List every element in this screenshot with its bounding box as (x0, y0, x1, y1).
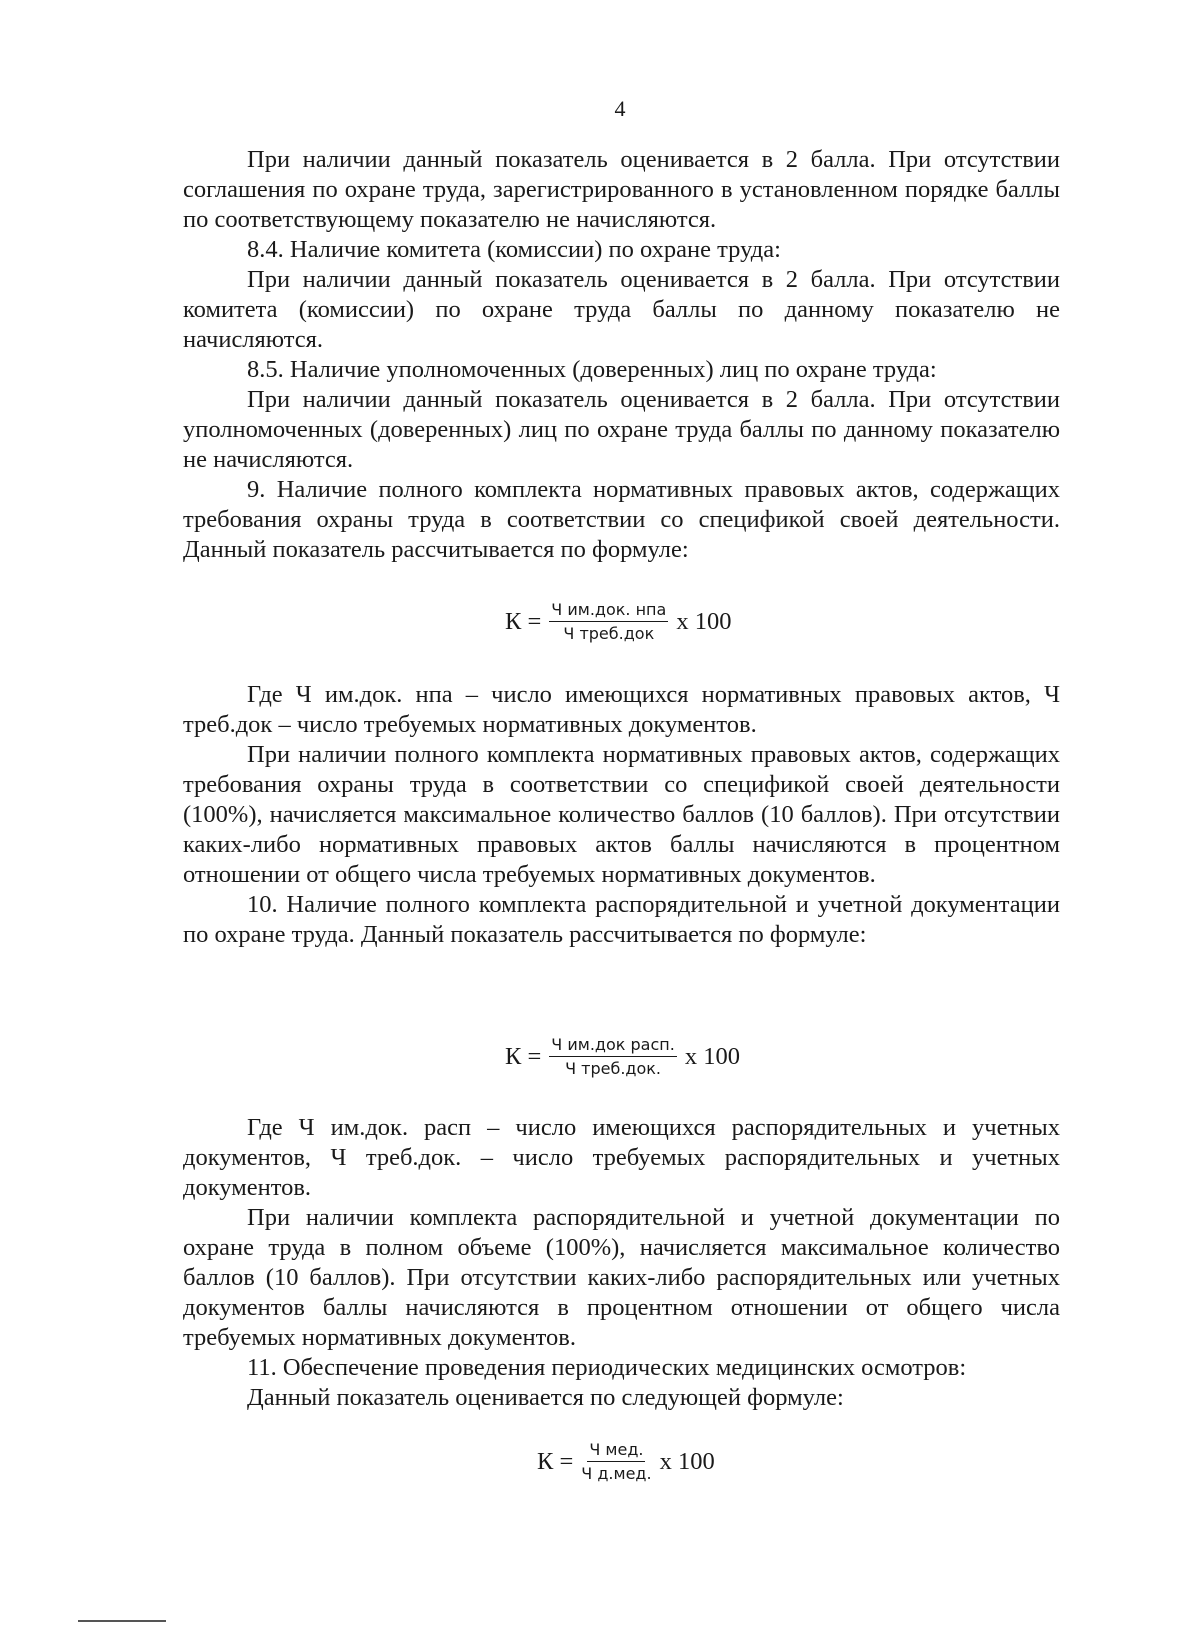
text-block-3 (183, 1113, 1060, 1413)
paragraph: Где Ч им.док. нпа – число имеющихся нормативных правовых актов, Ч треб.док – число требуемых нормативных документов. (183, 681, 1060, 738)
formula-denominator: Ч д.мед. (581, 1464, 652, 1483)
formula-multiplier: х 100 (684, 1043, 740, 1070)
paragraph: При наличии данный показатель оценивается в 2 балла. При отсутствии комитета (комиссии) по охране труда баллы по данному показателю не начисляются. (183, 266, 1060, 353)
formula-fraction (549, 600, 668, 644)
formula-1 (505, 600, 731, 644)
section-heading-9: 9. Наличие полного комплекта нормативных правовых актов, содержащих требования охраны труда в соответствии со спецификой своей деятельности. Данный показатель рассчитывается по формуле: (183, 476, 1060, 563)
formula-denominator: Ч треб.док. (565, 1059, 662, 1078)
formula-2 (505, 1035, 740, 1079)
formula-lhs: К = (537, 1448, 574, 1475)
formula-fraction (581, 1440, 651, 1484)
paragraph: При наличии данный показатель оценивается в 2 балла. При отсутствии уполномоченных (доверенных) лиц по охране труда баллы по данному показателю не начисляются. (183, 386, 1060, 473)
formula-numerator: Ч им.док. нпа (549, 600, 668, 622)
section-heading-8-5: 8.5. Наличие уполномоченных (доверенных) лиц по охране труда: (247, 356, 937, 383)
formula-multiplier: х 100 (676, 608, 732, 635)
section-heading-8-4: 8.4. Наличие комитета (комиссии) по охране труда: (247, 236, 781, 263)
paragraph: Где Ч им.док. расп – число имеющихся распорядительных и учетных документов, Ч треб.док. – число требуемых распорядительных и учетных документов. (183, 1114, 1060, 1201)
scan-mark (78, 1620, 166, 1622)
formula-lhs: К = (505, 608, 542, 635)
formula-numerator: Ч мед. (587, 1440, 645, 1462)
formula-multiplier: х 100 (659, 1448, 715, 1475)
section-heading-10: 10. Наличие полного комплекта распорядительной и учетной документации по охране труда. Данный показатель рассчитывается по формуле: (183, 891, 1060, 948)
formula-denominator: Ч треб.док (563, 624, 655, 643)
formula-lhs: К = (505, 1043, 542, 1070)
paragraph: Данный показатель оценивается по следующей формуле: (247, 1384, 844, 1411)
text-block-2 (183, 680, 1060, 950)
section-heading-11: 11. Обеспечение проведения периодических медицинских осмотров: (247, 1354, 967, 1381)
text-block-1 (183, 145, 1060, 565)
formula-fraction (549, 1035, 677, 1079)
paragraph: При наличии комплекта распорядительной и учетной документации по охране труда в полном объеме (100%), начисляется максимальное количество баллов (10 баллов). При отсутствии каких-либо распорядительных или учетных документов баллы начисляются в процентном отношении от общего числа требуемых нормативных документов. (183, 1204, 1060, 1351)
formula-numerator: Ч им.док расп. (549, 1035, 677, 1057)
paragraph: При наличии данный показатель оценивается в 2 балла. При отсутствии соглашения по охране труда, зарегистрированного в установленном порядке баллы по соответствующему показателю не начисляются. (183, 146, 1060, 233)
paragraph: При наличии полного комплекта нормативных правовых актов, содержащих требования охраны труда в соответствии со спецификой своей деятельности (100%), начисляется максимальное количество баллов (10 баллов). При отсутствии каких-либо нормативных правовых актов баллы начисляются в процентном отношении от общего числа требуемых нормативных документов. (183, 741, 1060, 888)
formula-3 (537, 1440, 715, 1484)
page-number: 4 (614, 96, 626, 121)
